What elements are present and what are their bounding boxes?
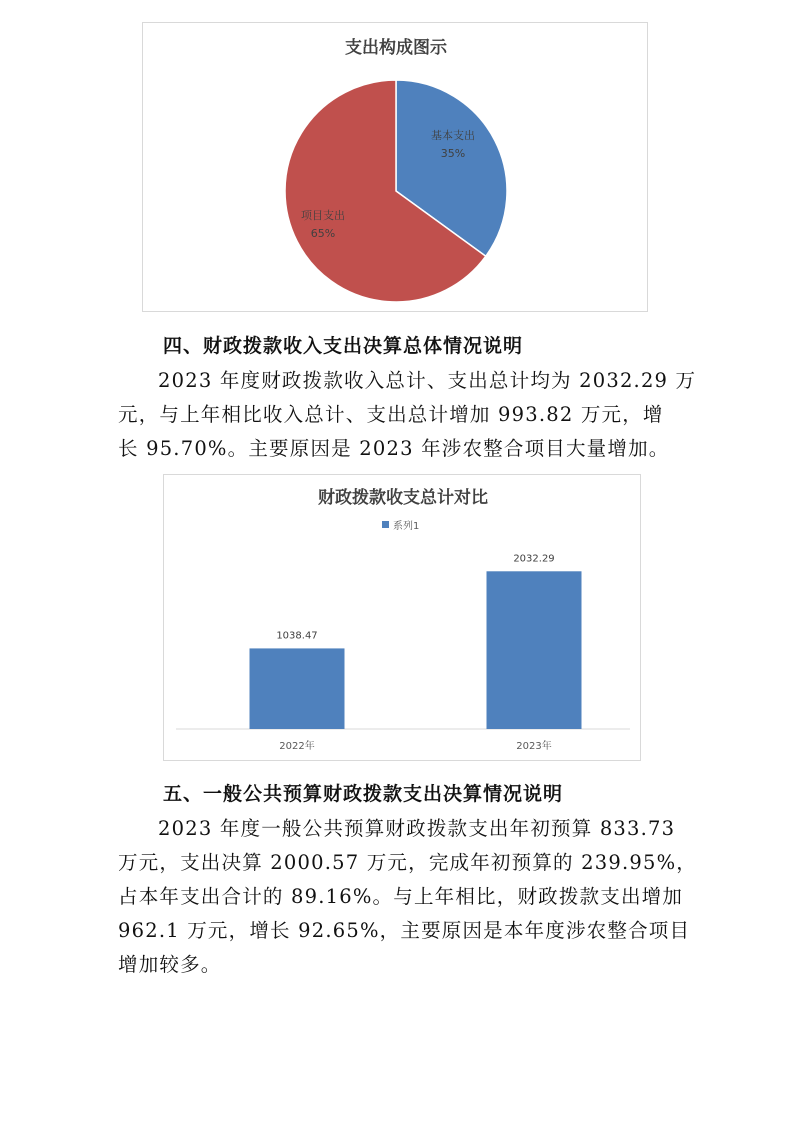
section-5-heading: 五、一般公共预算财政拨款支出决算情况说明 xyxy=(163,783,564,805)
paragraph-line: 增加较多。 xyxy=(118,953,222,976)
pie-slices xyxy=(285,80,507,302)
paragraph-line: 元，与上年相比收入总计、支出总计增加 993.82 万元，增 xyxy=(118,403,664,426)
legend-label: 系列1 xyxy=(393,521,420,532)
pie-slice-label: 项目支出 xyxy=(301,209,345,222)
paragraph-line: 2023 年度一般公共预算财政拨款支出年初预算 833.73 xyxy=(158,817,676,840)
section-5-paragraph xyxy=(118,812,697,982)
legend-swatch xyxy=(382,521,389,528)
x-tick-label: 2022年 xyxy=(279,741,315,752)
bar-marks xyxy=(250,553,582,752)
paragraph-line: 2023 年度财政拨款收入总计、支出总计均为 2032.29 万 xyxy=(158,369,697,392)
bar-chart xyxy=(163,474,641,761)
bar-chart-svg xyxy=(164,475,642,762)
paragraph-line: 万元，支出决算 2000.57 万元，完成年初预算的 239.95%， xyxy=(118,851,697,874)
x-tick-label: 2023年 xyxy=(516,741,552,752)
pie-slice-label: 基本支出 xyxy=(431,129,475,142)
pie-chart xyxy=(142,22,648,312)
section-4-paragraph xyxy=(118,364,697,466)
bar-1 xyxy=(250,648,345,729)
bar-data-label: 2032.29 xyxy=(513,553,555,565)
pie-slice-percent: 65% xyxy=(310,227,336,240)
bar-data-label: 1038.47 xyxy=(276,630,318,642)
bar-2 xyxy=(487,571,582,729)
pie-chart-title: 支出构成图示 xyxy=(345,38,447,58)
paragraph-line: 长 95.70%。主要原因是 2023 年涉农整合项目大量增加。 xyxy=(118,437,670,460)
bar-chart-title: 财政拨款收支总计对比 xyxy=(318,488,488,508)
paragraph-line: 占本年支出合计的 89.16%。与上年相比，财政拨款支出增加 xyxy=(118,885,684,908)
pie-slice-percent: 35% xyxy=(440,147,466,160)
section-4-heading: 四、财政拨款收入支出决算总体情况说明 xyxy=(163,335,524,357)
pie-chart-svg xyxy=(143,23,649,313)
paragraph-line: 962.1 万元，增长 92.65%，主要原因是本年度涉农整合项目 xyxy=(118,919,691,942)
